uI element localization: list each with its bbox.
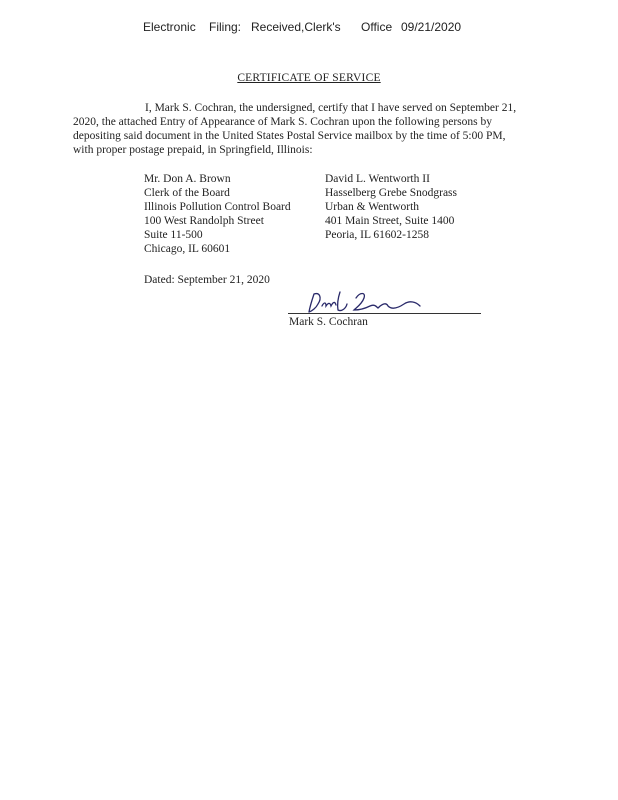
paragraph-line: I, Mark S. Cochran, the undersigned, certify that I have served on September 21, xyxy=(145,102,517,114)
recipient-address-wentworth xyxy=(325,172,457,242)
signature-line xyxy=(288,313,481,314)
address-line: David L. Wentworth II xyxy=(325,173,430,185)
address-line: Urban & Wentworth xyxy=(325,201,420,213)
dated-line: Dated: September 21, 2020 xyxy=(144,274,270,286)
address-line: Suite 11-500 xyxy=(144,229,203,241)
address-line: 100 West Randolph Street xyxy=(144,215,264,227)
stamp-received-clerks: Received,Clerk's xyxy=(251,20,341,34)
address-line: Hasselberg Grebe Snodgrass xyxy=(325,187,458,199)
handwritten-signature xyxy=(300,288,440,316)
address-line: Chicago, IL 60601 xyxy=(144,243,231,255)
address-line: Clerk of the Board xyxy=(144,187,230,199)
stamp-filing: Filing: xyxy=(209,20,242,34)
paragraph-line: with proper postage prepaid, in Springfield, Illinois: xyxy=(73,144,313,156)
stamp-electronic: Electronic xyxy=(143,20,196,34)
paragraph-line: 2020, the attached Entry of Appearance of Mark S. Cochran upon the following persons by xyxy=(73,116,493,128)
stamp-date: 09/21/2020 xyxy=(401,20,462,34)
certification-paragraph xyxy=(73,101,543,157)
address-line: Illinois Pollution Control Board xyxy=(144,201,291,213)
address-line: 401 Main Street, Suite 1400 xyxy=(325,215,455,227)
document-title: CERTIFICATE OF SERVICE xyxy=(237,72,381,84)
recipient-address-clerk xyxy=(144,172,291,256)
signer-name: Mark S. Cochran xyxy=(289,316,368,328)
paragraph-line: depositing said document in the United States Postal Service mailbox by the time of 5:00 PM, xyxy=(73,130,506,142)
address-line: Mr. Don A. Brown xyxy=(144,173,231,185)
address-line: Peoria, IL 61602-1258 xyxy=(325,229,430,241)
stamp-office: Office xyxy=(361,20,393,34)
electronic-filing-stamp xyxy=(143,20,461,34)
